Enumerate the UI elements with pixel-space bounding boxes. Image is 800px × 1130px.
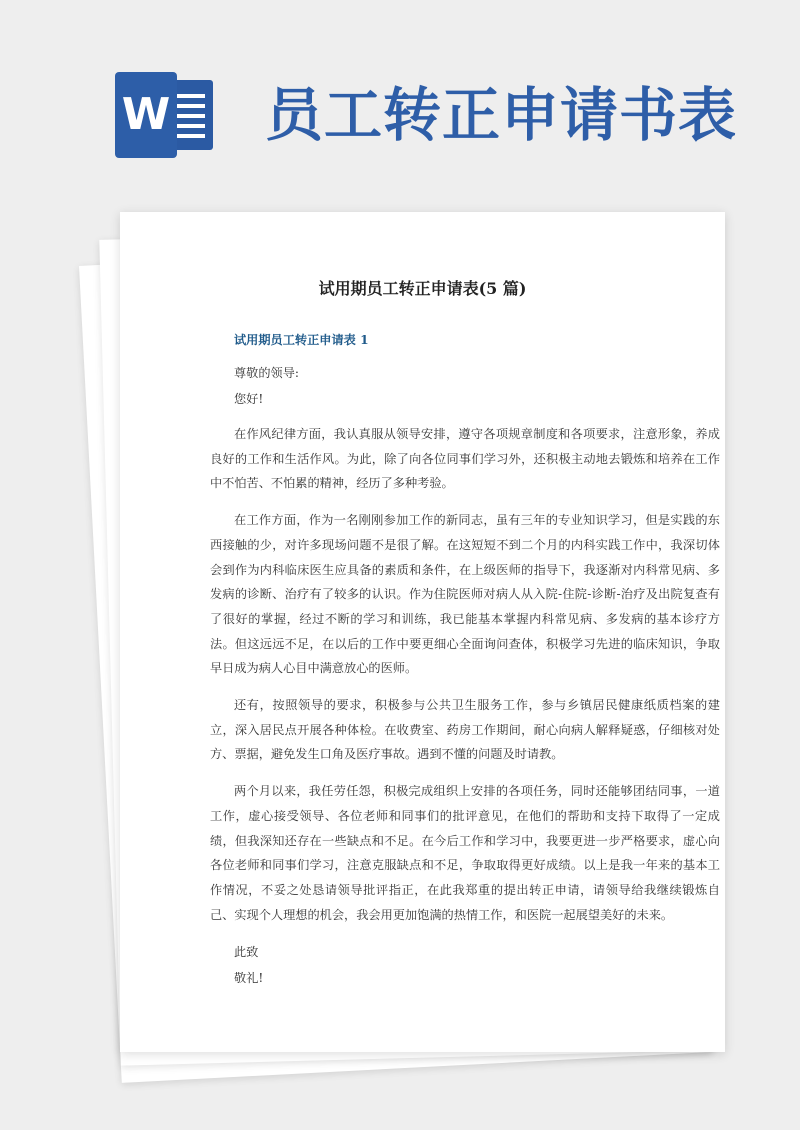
paragraph-work: 在工作方面，作为一名刚刚参加工作的新同志，虽有三年的专业知识学习，但是实践的东西接触的少，对许多现场问题不是很了解。在这短短不到二个月的内科实践工作中，我深切体会到作为内科临床医生应具备的素质和条件，在上级医师的指导下，我逐渐对内科常见病、多发病的诊断、治疗有了较多的认识。作为住院医师对病人从入院-住院-诊断-治疗及出院复查有了很好的掌握，经过不断的学习和训练，我已能基本掌握内科常见病、多发病的基本诊疗方法。但这远远不足，在以后的工作中要更细心全面询问查体，积极学习先进的临床知识，争取早日成为病人心目中满意放心的医师。 (210, 513, 720, 676)
paragraph-summary: 两个月以来，我任劳任怨，积极完成组织上安排的各项任务，同时还能够团结同事，一道工作，虚心接受领导、各位老师和同事们的批评意见，在他们的帮助和支持下取得了一定成绩，但我深知还存在一些缺点和不足。在今后工作和学习中，我要更进一步严格要求，虚心向各位老师和同事们学习，注意克服缺点和不足，争取取得更好成绩。以上是我一年来的基本工作情况，不妥之处恳请领导批评指正，在此我郑重的提出转正申请，请领导给我继续锻炼自己、实现个人理想的机会，我会用更加饱满的热情工作，和医院一起展望美好的未来。 (210, 784, 720, 922)
salutation: 尊敬的领导: (234, 366, 300, 380)
document-title: 试用期员工转正申请表(5 篇) (318, 279, 527, 298)
paragraph-public-health: 还有，按照领导的要求，积极参与公共卫生服务工作，参与乡镇居民健康纸质档案的建立，深入居民点开展各种体检。在收费室、药房工作期间，耐心向病人解释疑惑，仔细核对处方、票据，避免发生口角及医疗事故。遇到不懂的问题及时请教。 (210, 698, 720, 762)
word-app-logo (115, 72, 213, 158)
word-letter-icon: W (115, 72, 177, 158)
paragraph-discipline: 在作风纪律方面，我认真服从领导安排，遵守各项规章制度和各项要求，注意形象，养成良好的工作和生活作风。为此，除了向各位同事们学习外，还积极主动地去锻炼和培养在工作中不怕苦、不怕累的精神，经历了多种考验。 (210, 427, 720, 491)
section-heading: 试用期员工转正申请表 1 (234, 333, 369, 347)
page-title: 员工转正申请书表 (265, 81, 738, 149)
closing: 此致 (234, 945, 259, 960)
regards: 敬礼! (234, 971, 264, 986)
document-body (210, 330, 720, 991)
greeting: 您好! (234, 392, 264, 406)
